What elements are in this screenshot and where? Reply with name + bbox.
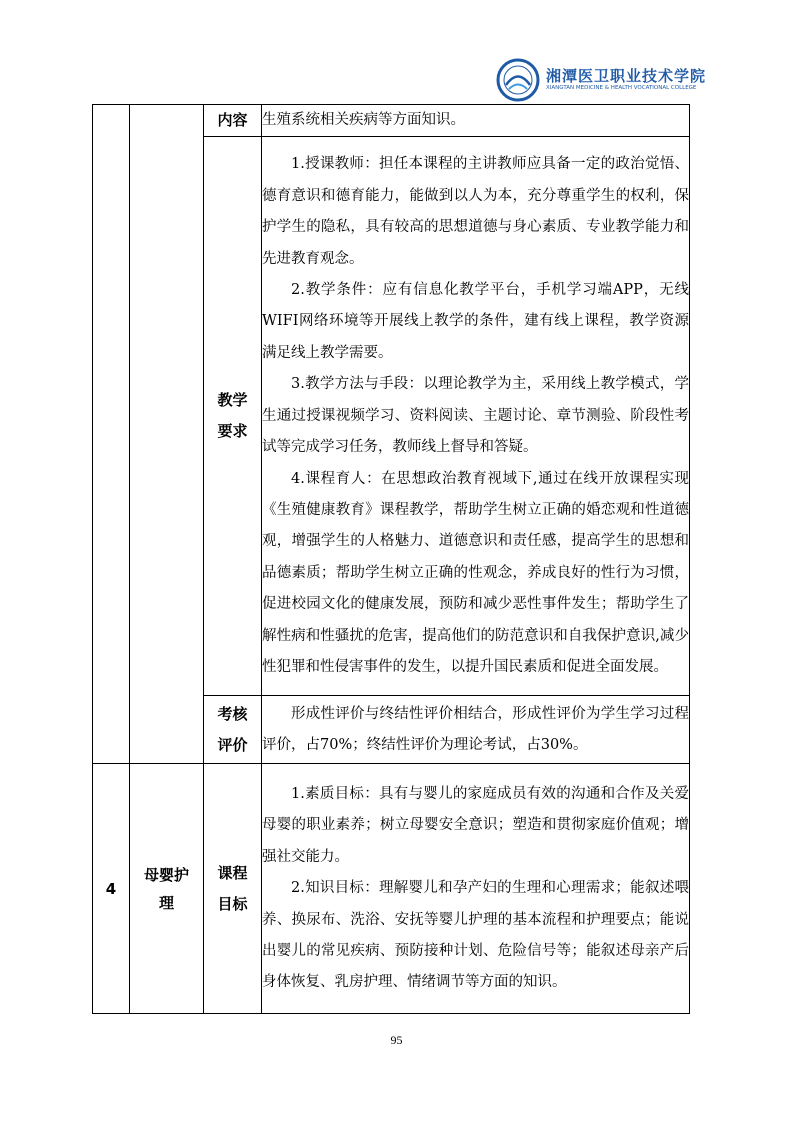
teaching-label-text: 教学要求 — [217, 391, 248, 441]
table-row — [93, 764, 690, 1014]
course-name-text: 母婴护理 — [143, 865, 189, 912]
goal-paragraph: 2.知识目标：理解婴儿和孕产妇的生理和心理需求；能叙述喂养、换尿布、洗浴、安抚等婴儿护理的基本流程和护理要点；能说出婴儿的常见疾病、预防接种计划、危险信号等；能叙述母亲产后身体恢复、乳房护理、情绪调节等方面的知识。 — [262, 880, 689, 991]
page-number: 95 — [390, 1033, 403, 1047]
assessment-label-text: 考核评价 — [217, 704, 248, 754]
goal-paragraph: 1.素质目标：具有与婴儿的家庭成员有效的沟通和合作及关爱母婴的职业素养；树立母婴安全意识；塑造和贯彻家庭价值观；增强社交能力。 — [262, 785, 689, 865]
content-label: 内容 — [204, 105, 262, 137]
school-name-en: XIANGTAN MEDICINE & HEALTH VOCATIONAL COLLEGE — [546, 85, 697, 91]
school-name: 湘潭医卫职业技术学院 — [546, 67, 707, 85]
school-logo — [496, 58, 707, 106]
teaching-text — [262, 137, 690, 696]
school-emblem-icon — [496, 58, 540, 102]
goal-text — [262, 764, 690, 1014]
course-name — [130, 764, 204, 1014]
goal-label — [204, 764, 262, 1014]
assessment-label — [204, 696, 262, 764]
assessment-text: 形成性评价与终结性评价相结合，形成性评价为学生学习过程评价，占70%；终结性评价为理论考试，占30%。 — [262, 696, 690, 764]
content-text: 生殖系统相关疾病等方面知识。 — [262, 105, 690, 137]
teaching-paragraph: 2.教学条件：应有信息化教学平台，手机学习端APP，无线WIFI网络环境等开展线上教学的条件，建有线上课程，教学资源满足线上教学需要。 — [262, 282, 689, 361]
course-name-cell — [130, 105, 204, 764]
teaching-label — [204, 137, 262, 696]
teaching-paragraph: 4.课程育人：在思想政治教育视域下,通过在线开放课程实现《生殖健康教育》课程教学，帮助学生树立正确的婚恋观和性道德观，增强学生的人格魅力、道德意识和责任感，提高学生的思想和品德素质；帮助学生树立正确的性观念，养成良好的性行为习惯，促进校园文化的健康发展，预防和减少恶性事件发生；帮助学生了解性病和性骚扰的危害，提高他们的防范意识和自我保护意识,减少性犯罪和性侵害事件的发生，以提升国民素质和促进全面发展。 — [262, 470, 689, 675]
row-number-cell — [93, 105, 130, 764]
teaching-paragraph: 1.授课教师：担任本课程的主讲教师应具备一定的政治觉悟、德育意识和德育能力，能做到以人为本，充分尊重学生的权利，保护学生的隐私，具有较高的思想道德与身心素质、专业教学能力和先进教育观念。 — [262, 156, 689, 267]
table-row — [93, 105, 690, 137]
course-table — [92, 104, 690, 1014]
row-number: 4 — [93, 764, 130, 1014]
goal-label-text: 课程目标 — [217, 863, 248, 913]
teaching-paragraph: 3.教学方法与手段：以理论教学为主，采用线上教学模式，学生通过授课视频学习、资料阅读、主题讨论、章节测验、阶段性考试等完成学习任务，教师线上督导和答疑。 — [262, 376, 689, 456]
